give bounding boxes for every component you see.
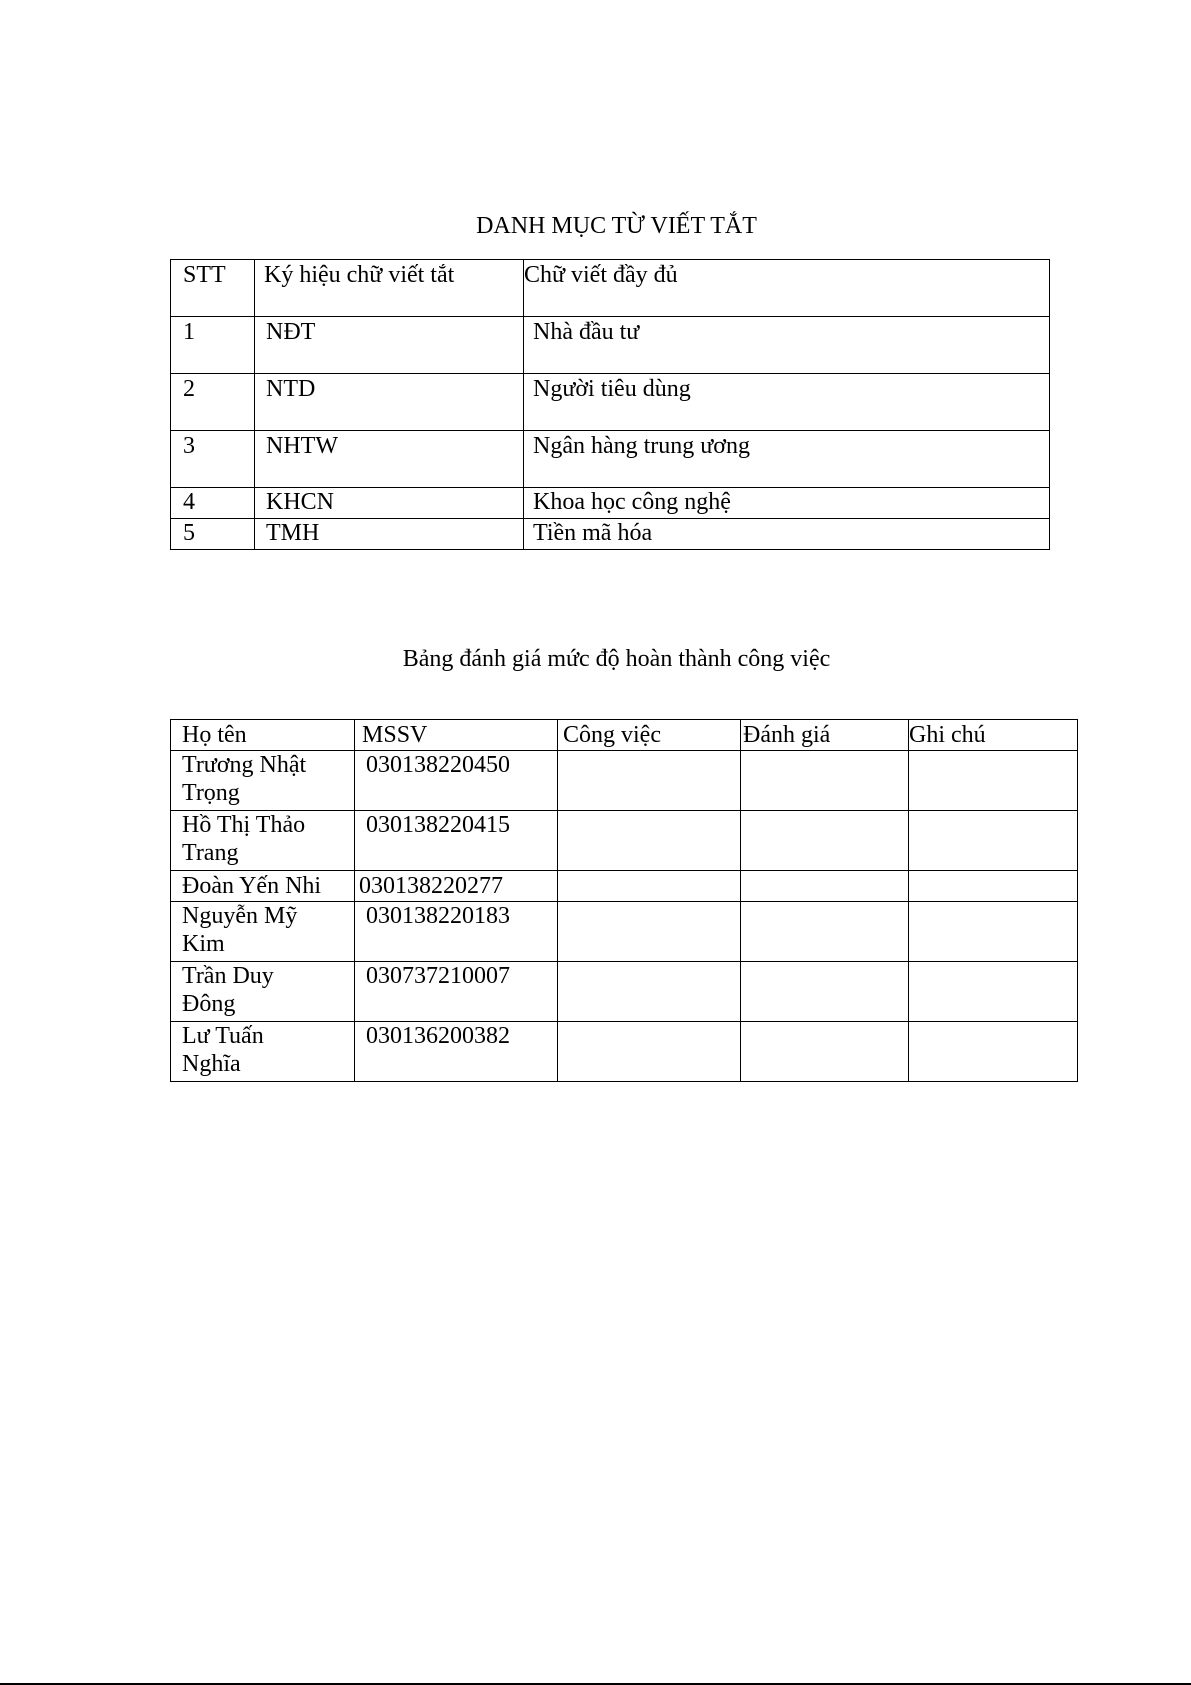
rating-cell — [741, 902, 909, 962]
table-row — [171, 431, 1050, 488]
full-form-cell: Ngân hàng trung ương — [524, 431, 1050, 488]
mssv-cell: 030737210007 — [355, 962, 558, 1022]
abbreviation-table — [170, 259, 1050, 550]
rating-cell — [741, 1022, 909, 1082]
name-line-1: Trần Duy — [182, 963, 274, 989]
table-row — [171, 488, 1050, 519]
table-row — [171, 811, 1078, 871]
note-cell — [909, 871, 1078, 902]
name-cell — [171, 811, 355, 871]
header-abbreviation: Ký hiệu chữ viết tắt — [255, 260, 524, 317]
full-form-cell: Khoa học công nghệ — [524, 488, 1050, 519]
header-rating: Đánh giá — [741, 720, 909, 751]
abbreviation-title: DANH MỤC TỪ VIẾT TẮT — [476, 213, 757, 239]
note-cell — [909, 811, 1078, 871]
full-form-cell: Nhà đầu tư — [524, 317, 1050, 374]
name-line-1: Lư Tuấn — [182, 1023, 264, 1049]
table-row — [171, 374, 1050, 431]
stt-cell: 4 — [171, 488, 255, 519]
abbreviation-cell: NHTW — [255, 431, 524, 488]
abbreviation-cell: NĐT — [255, 317, 524, 374]
header-note: Ghi chú — [909, 720, 1078, 751]
mssv-cell: 030138220277 — [355, 871, 558, 902]
header-name: Họ tên — [171, 720, 355, 751]
name-line-1: Nguyễn Mỹ — [182, 903, 298, 929]
name-line-2: Nghĩa — [182, 1051, 241, 1077]
evaluation-title: Bảng đánh giá mức độ hoàn thành công việc — [402, 646, 831, 672]
evaluation-table — [170, 719, 1078, 1082]
name-cell — [171, 751, 355, 811]
full-form-cell: Tiền mã hóa — [524, 519, 1050, 550]
name-line-2: Đông — [182, 991, 236, 1017]
note-cell — [909, 902, 1078, 962]
table-header-row — [171, 720, 1078, 751]
name-line-2: Trọng — [182, 780, 240, 806]
rating-cell — [741, 871, 909, 902]
abbreviation-cell: TMH — [255, 519, 524, 550]
header-task: Công việc — [558, 720, 741, 751]
rating-cell — [741, 811, 909, 871]
mssv-cell: 030136200382 — [355, 1022, 558, 1082]
task-cell — [558, 1022, 741, 1082]
header-mssv: MSSV — [355, 720, 558, 751]
table-row — [171, 751, 1078, 811]
mssv-cell: 030138220183 — [355, 902, 558, 962]
task-cell — [558, 902, 741, 962]
abbreviation-cell: KHCN — [255, 488, 524, 519]
stt-cell: 1 — [171, 317, 255, 374]
rating-cell — [741, 751, 909, 811]
table-row — [171, 1022, 1078, 1082]
task-cell — [558, 871, 741, 902]
mssv-cell: 030138220415 — [355, 811, 558, 871]
header-stt: STT — [171, 260, 255, 317]
table-row — [171, 519, 1050, 550]
note-cell — [909, 1022, 1078, 1082]
name-cell — [171, 871, 355, 902]
name-line-1: Hồ Thị Thảo — [182, 812, 306, 838]
header-full-form: Chữ viết đầy đủ — [524, 260, 1050, 317]
table-row — [171, 871, 1078, 902]
table-header-row — [171, 260, 1050, 317]
table-row — [171, 317, 1050, 374]
note-cell — [909, 962, 1078, 1022]
table-row — [171, 902, 1078, 962]
name-cell — [171, 902, 355, 962]
task-cell — [558, 811, 741, 871]
name-line-1: Đoàn Yến Nhi — [182, 873, 322, 899]
abbreviation-cell: NTD — [255, 374, 524, 431]
stt-cell: 2 — [171, 374, 255, 431]
task-cell — [558, 962, 741, 1022]
note-cell — [909, 751, 1078, 811]
stt-cell: 5 — [171, 519, 255, 550]
mssv-cell: 030138220450 — [355, 751, 558, 811]
name-cell — [171, 1022, 355, 1082]
name-line-2: Trang — [182, 840, 239, 866]
task-cell — [558, 751, 741, 811]
name-cell — [171, 962, 355, 1022]
name-line-2: Kim — [182, 931, 225, 957]
name-line-1: Trương Nhật — [182, 752, 307, 778]
stt-cell: 3 — [171, 431, 255, 488]
full-form-cell: Người tiêu dùng — [524, 374, 1050, 431]
table-row — [171, 962, 1078, 1022]
rating-cell — [741, 962, 909, 1022]
